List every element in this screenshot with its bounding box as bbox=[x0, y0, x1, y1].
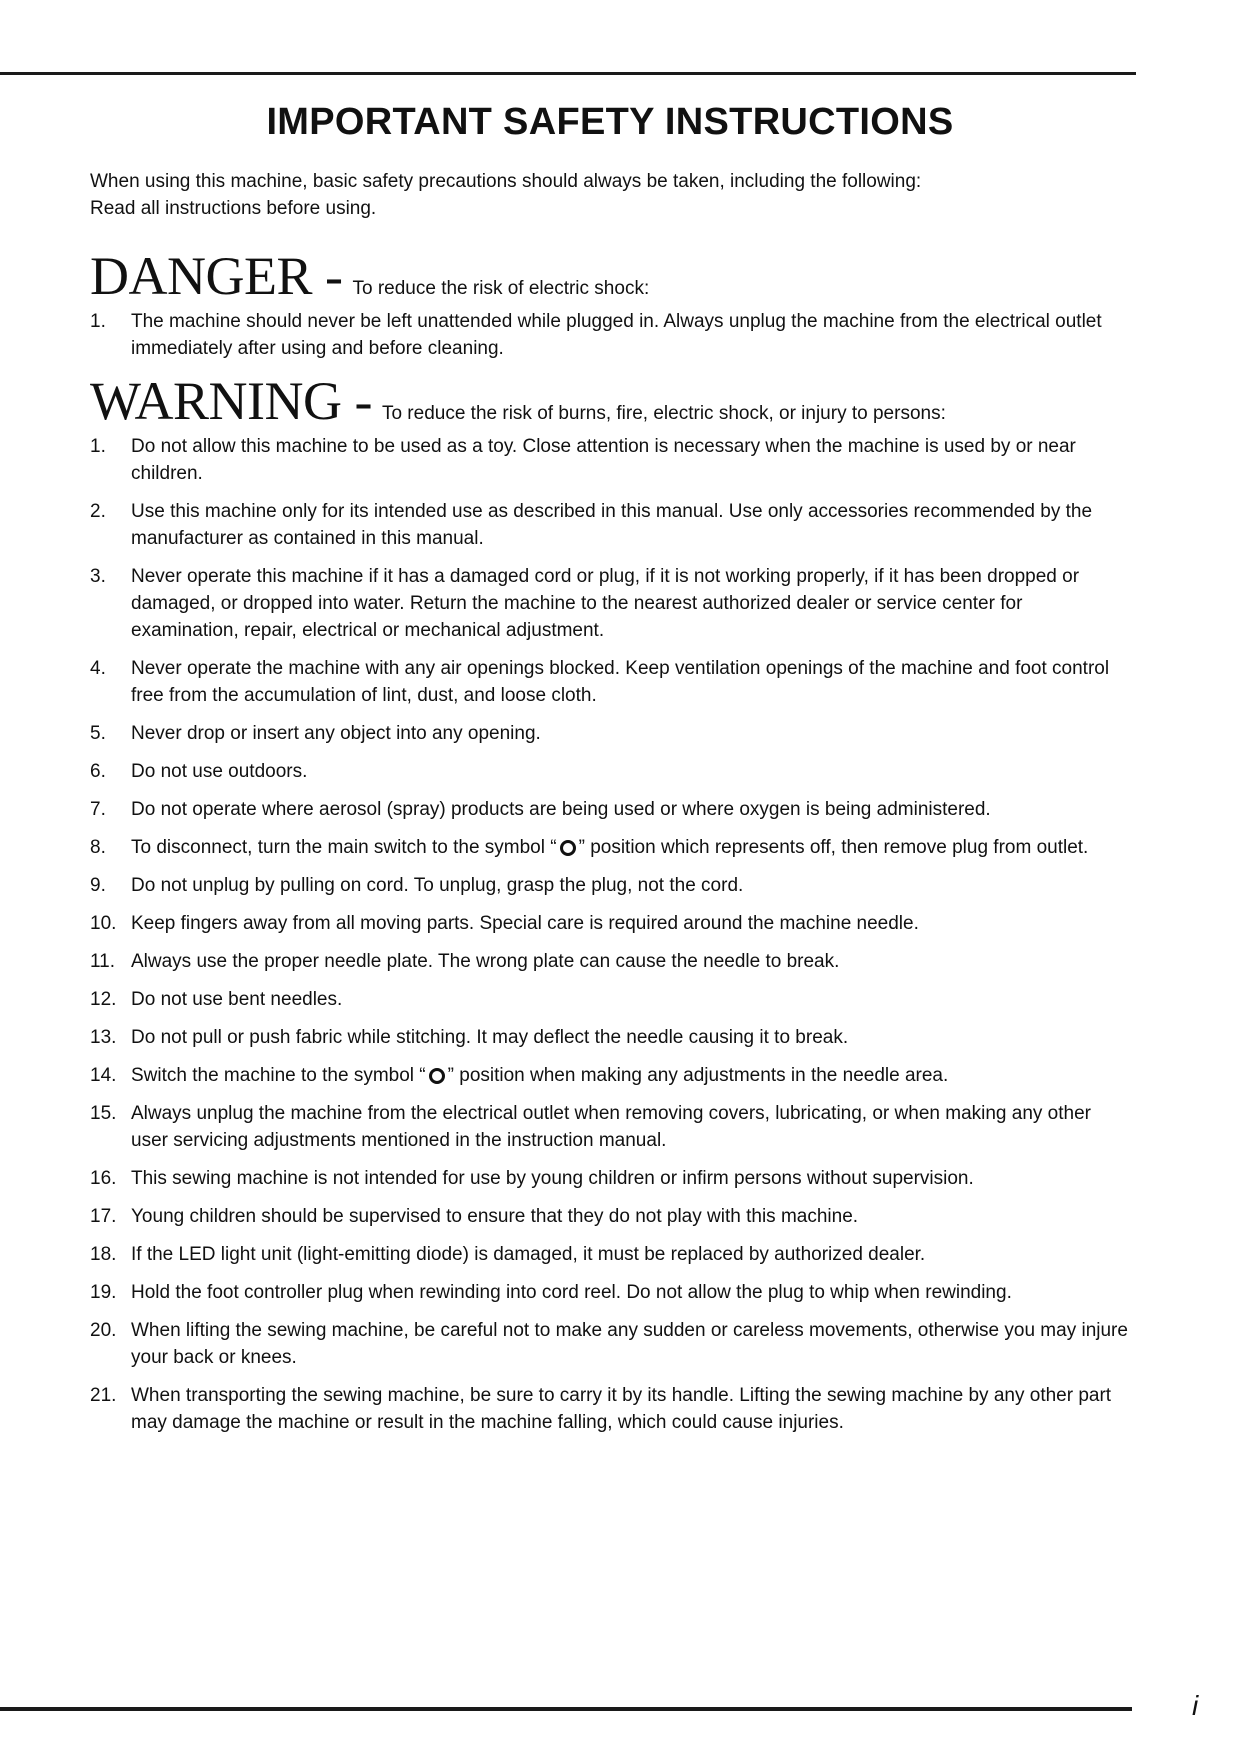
list-item bbox=[90, 1317, 1130, 1371]
list-item bbox=[90, 308, 1130, 362]
item-text bbox=[131, 1062, 1130, 1089]
item-text: The machine should never be left unattended while plugged in. Always unplug the machine from the electrical outlet immediately after using and before cleaning. bbox=[131, 311, 1102, 359]
item-text-after: ” position which represents off, then remove plug from outlet. bbox=[578, 837, 1089, 858]
item-number: 21. bbox=[90, 1385, 117, 1406]
list-item bbox=[90, 563, 1130, 644]
list-item bbox=[90, 910, 1130, 937]
item-number: 9. bbox=[90, 875, 106, 896]
item-text: Never operate the machine with any air openings blocked. Keep ventilation openings of the machine and foot control free from the accumulation of lint, dust, and loose cloth. bbox=[131, 658, 1110, 706]
item-text: Use this machine only for its intended use as described in this manual. Use only accessories recommended by the manufacturer as contained in this manual. bbox=[131, 501, 1093, 549]
item-number: 2. bbox=[90, 501, 106, 522]
bottom-rule bbox=[0, 1707, 1132, 1711]
list-item bbox=[90, 834, 1130, 861]
item-number: 1. bbox=[90, 436, 106, 457]
item-text: Young children should be supervised to ensure that they do not play with this machine. bbox=[131, 1206, 859, 1227]
intro-text bbox=[90, 168, 1130, 222]
list-item bbox=[90, 758, 1130, 785]
list-item bbox=[90, 1203, 1130, 1230]
warning-list bbox=[90, 433, 1130, 1436]
list-item bbox=[90, 1024, 1130, 1051]
danger-heading: DANGER - bbox=[90, 246, 343, 306]
off-symbol-icon bbox=[429, 1068, 445, 1084]
item-text: Do not operate where aerosol (spray) products are being used or where oxygen is being administered. bbox=[131, 799, 991, 820]
item-text-before: To disconnect, turn the main switch to the symbol “ bbox=[131, 837, 557, 858]
top-rule bbox=[0, 72, 1136, 75]
item-number: 16. bbox=[90, 1168, 117, 1189]
intro-line-1: When using this machine, basic safety precautions should always be taken, including the following: bbox=[90, 171, 922, 192]
list-item bbox=[90, 1165, 1130, 1192]
list-item bbox=[90, 1382, 1130, 1436]
intro-line-2: Read all instructions before using. bbox=[90, 198, 377, 219]
item-text: Do not allow this machine to be used as a toy. Close attention is necessary when the machine is used by or near children. bbox=[131, 436, 1076, 484]
item-text: Keep fingers away from all moving parts. Special care is required around the machine needle. bbox=[131, 913, 919, 934]
item-number: 19. bbox=[90, 1282, 117, 1303]
item-text-before: Switch the machine to the symbol “ bbox=[131, 1065, 426, 1086]
page-title: IMPORTANT SAFETY INSTRUCTIONS bbox=[266, 101, 954, 143]
warning-heading: WARNING - bbox=[90, 371, 372, 431]
item-number: 20. bbox=[90, 1320, 117, 1341]
item-text bbox=[131, 834, 1130, 861]
item-text: Do not use bent needles. bbox=[131, 989, 343, 1010]
list-item bbox=[90, 1241, 1130, 1268]
item-number: 3. bbox=[90, 566, 106, 587]
list-item bbox=[90, 986, 1130, 1013]
item-number: 1. bbox=[90, 311, 106, 332]
item-text: Do not use outdoors. bbox=[131, 761, 308, 782]
item-text: Always use the proper needle plate. The wrong plate can cause the needle to break. bbox=[131, 951, 840, 972]
item-number: 14. bbox=[90, 1065, 117, 1086]
danger-heading-row bbox=[90, 248, 1130, 304]
item-number: 11. bbox=[90, 951, 116, 972]
item-text: When lifting the sewing machine, be careful not to make any sudden or careless movements, otherwise you may injure your back or knees. bbox=[131, 1320, 1128, 1368]
warning-heading-row bbox=[90, 373, 1130, 429]
list-item bbox=[90, 655, 1130, 709]
item-text: Hold the foot controller plug when rewinding into cord reel. Do not allow the plug to whip when rewinding. bbox=[131, 1282, 1012, 1303]
item-text: This sewing machine is not intended for use by young children or infirm persons without supervision. bbox=[131, 1168, 974, 1189]
item-text: If the LED light unit (light-emitting diode) is damaged, it must be replaced by authorized dealer. bbox=[131, 1244, 926, 1265]
item-text: When transporting the sewing machine, be sure to carry it by its handle. Lifting the sewing machine by any other part may damage the machine or result in the machine falling, which could cause injuries. bbox=[131, 1385, 1112, 1433]
list-item bbox=[90, 433, 1130, 487]
item-number: 17. bbox=[90, 1206, 117, 1227]
list-item bbox=[90, 498, 1130, 552]
list-item bbox=[90, 1062, 1130, 1089]
list-item bbox=[90, 872, 1130, 899]
item-number: 15. bbox=[90, 1103, 117, 1124]
item-number: 5. bbox=[90, 723, 106, 744]
item-number: 10. bbox=[90, 913, 117, 934]
danger-list bbox=[90, 308, 1130, 362]
danger-subtitle: To reduce the risk of electric shock: bbox=[352, 278, 650, 299]
item-text: Never operate this machine if it has a damaged cord or plug, if it is not working properly, if it has been dropped or damaged, or dropped into water. Return the machine to the nearest authorized dealer or service center for examination, repair, electrical or mechanical adjustment. bbox=[131, 566, 1080, 641]
item-number: 7. bbox=[90, 799, 106, 820]
item-text: Do not unplug by pulling on cord. To unplug, grasp the plug, not the cord. bbox=[131, 875, 744, 896]
item-number: 12. bbox=[90, 989, 117, 1010]
page-number: i bbox=[1192, 1690, 1199, 1721]
item-number: 8. bbox=[90, 837, 106, 858]
item-text-after: ” position when making any adjustments in the needle area. bbox=[447, 1065, 949, 1086]
item-text: Always unplug the machine from the electrical outlet when removing covers, lubricating, or when making any other user servicing adjustments mentioned in the instruction manual. bbox=[131, 1103, 1091, 1151]
list-item bbox=[90, 796, 1130, 823]
item-number: 4. bbox=[90, 658, 106, 679]
item-text: Do not pull or push fabric while stitching. It may deflect the needle causing it to break. bbox=[131, 1027, 849, 1048]
list-item bbox=[90, 1100, 1130, 1154]
item-text: Never drop or insert any object into any opening. bbox=[131, 723, 541, 744]
item-number: 13. bbox=[90, 1027, 117, 1048]
off-symbol-icon bbox=[560, 840, 576, 856]
list-item bbox=[90, 720, 1130, 747]
item-number: 18. bbox=[90, 1244, 117, 1265]
page-content bbox=[90, 94, 1130, 1447]
item-number: 6. bbox=[90, 761, 106, 782]
list-item bbox=[90, 1279, 1130, 1306]
list-item bbox=[90, 948, 1130, 975]
warning-subtitle: To reduce the risk of burns, fire, electric shock, or injury to persons: bbox=[381, 403, 946, 424]
